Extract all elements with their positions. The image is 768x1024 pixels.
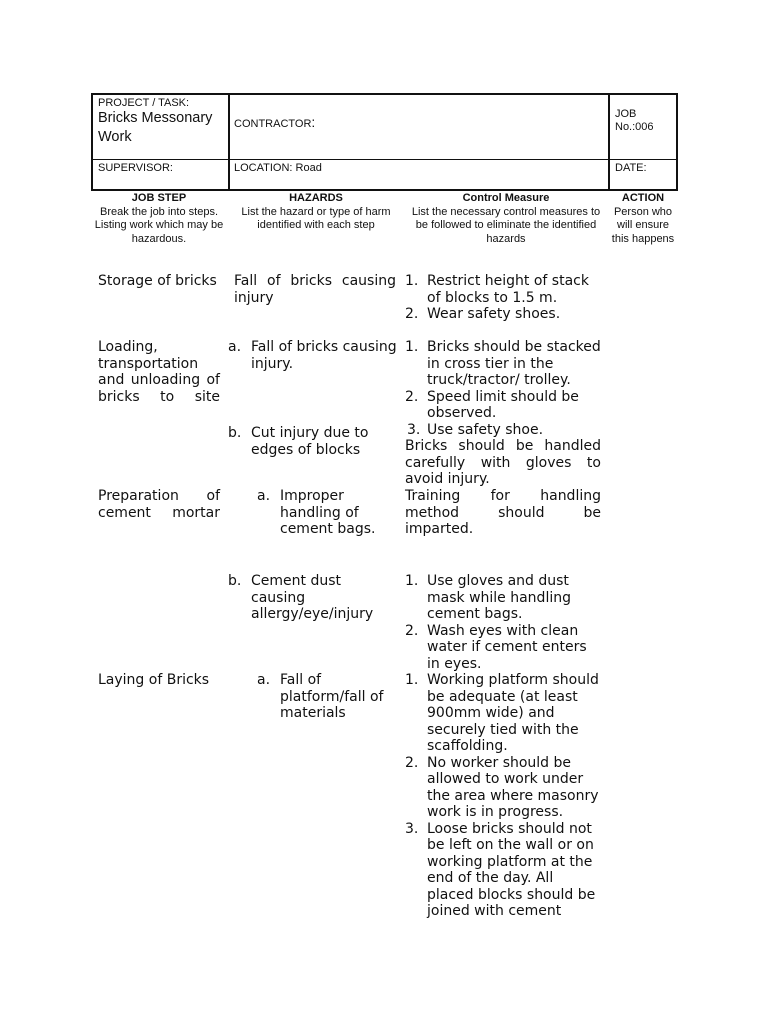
control-item: 2. Speed limit should be observed. bbox=[405, 388, 579, 421]
col-control bbox=[408, 192, 604, 246]
header-column-divider bbox=[228, 95, 230, 189]
col-action-desc: Person who will ensure this happens bbox=[611, 205, 675, 245]
col-job-step-desc: Break the job into steps. Listing work which may be hazardous. bbox=[94, 205, 224, 245]
hazard-mortar-b: Cement dust causing allergy/eye/injury bbox=[251, 573, 374, 622]
col-control-title: Control Measure bbox=[462, 192, 550, 204]
control-item: 3. Loose bricks should not be left on the wall or on working platform at the end of the day. All placed blocks should be joined with cement bbox=[405, 820, 596, 919]
supervisor-label: SUPERVISOR: bbox=[98, 162, 173, 174]
step-mortar: Preparation of cement mortar bbox=[98, 488, 220, 521]
control-item: 2. Wash eyes with clean water if cement enters in eyes. bbox=[405, 622, 587, 672]
hazard-marker: a. bbox=[257, 672, 271, 688]
col-action bbox=[610, 192, 676, 246]
project-value: Bricks Messonary Work bbox=[98, 110, 213, 145]
control-item: 1. Use gloves and dust mask while handling cement bags. bbox=[405, 573, 571, 622]
controls-loading bbox=[405, 339, 603, 438]
col-hazards bbox=[232, 192, 400, 233]
control-item: 1. Working platform should be adequate (at least 900mm wide) and securely tied with the scaffolding. bbox=[405, 672, 599, 754]
header-column-divider bbox=[608, 95, 610, 189]
col-job-step-title: JOB STEP bbox=[131, 192, 187, 204]
date-label: DATE: bbox=[615, 162, 647, 174]
control-item: 1. Restrict height of stack of blocks to 1.5 m. bbox=[405, 273, 589, 306]
contractor-label: CONTRACTOR bbox=[234, 118, 312, 130]
control-item: 1. Bricks should be stacked in cross tier in the truck/tractor/ trolley. bbox=[405, 339, 601, 388]
header-table bbox=[91, 93, 678, 191]
col-job-step bbox=[91, 192, 227, 246]
job-number: JOB No.:006 bbox=[615, 108, 654, 133]
hazard-loading-a: Fall of bricks causing injury. bbox=[251, 339, 397, 372]
col-control-desc: List the necessary control measures to be followed to eliminate the identified hazards bbox=[411, 205, 601, 245]
hazard-mortar-a: Improper handling of cement bags. bbox=[280, 488, 376, 537]
controls-storage bbox=[405, 273, 603, 323]
col-hazards-desc: List the hazard or type of harm identified with each step bbox=[241, 205, 391, 231]
location-label: LOCATION: Road bbox=[234, 162, 322, 174]
control-mortar-training: Training for handling method should be imparted. bbox=[405, 488, 601, 537]
hazard-storage: Fall of bricks causing injury bbox=[234, 273, 396, 306]
control-item: 3. Use safety shoe. bbox=[407, 421, 544, 438]
step-laying: Laying of Bricks bbox=[98, 672, 210, 688]
contractor-field bbox=[234, 116, 315, 131]
hazard-marker: b. bbox=[228, 573, 242, 589]
control-loading-note: Bricks should be handled carefully with gloves to avoid injury. bbox=[405, 438, 601, 487]
control-item: 2. Wear safety shoes. bbox=[405, 306, 561, 322]
project-label: PROJECT / TASK: bbox=[98, 97, 190, 109]
hazard-marker: a. bbox=[228, 339, 242, 355]
step-loading: Loading, transportation and unloading of bricks to site bbox=[98, 339, 220, 405]
col-hazards-title: HAZARDS bbox=[289, 192, 343, 204]
control-item: 2. No worker should be allowed to work under the area where masonry work is in progress. bbox=[405, 754, 599, 820]
controls-laying bbox=[405, 672, 603, 920]
hazard-laying-a: Fall of platform/fall of materials bbox=[280, 672, 384, 721]
step-storage: Storage of bricks bbox=[98, 273, 217, 289]
contractor-colon: : bbox=[311, 114, 316, 130]
hazard-loading-b: Cut injury due to edges of blocks bbox=[251, 425, 369, 458]
hazard-marker: a. bbox=[257, 488, 271, 504]
hazard-marker: b. bbox=[228, 425, 242, 441]
controls-mortar bbox=[405, 573, 603, 672]
header-divider bbox=[93, 159, 676, 160]
col-action-title: ACTION bbox=[621, 192, 665, 204]
